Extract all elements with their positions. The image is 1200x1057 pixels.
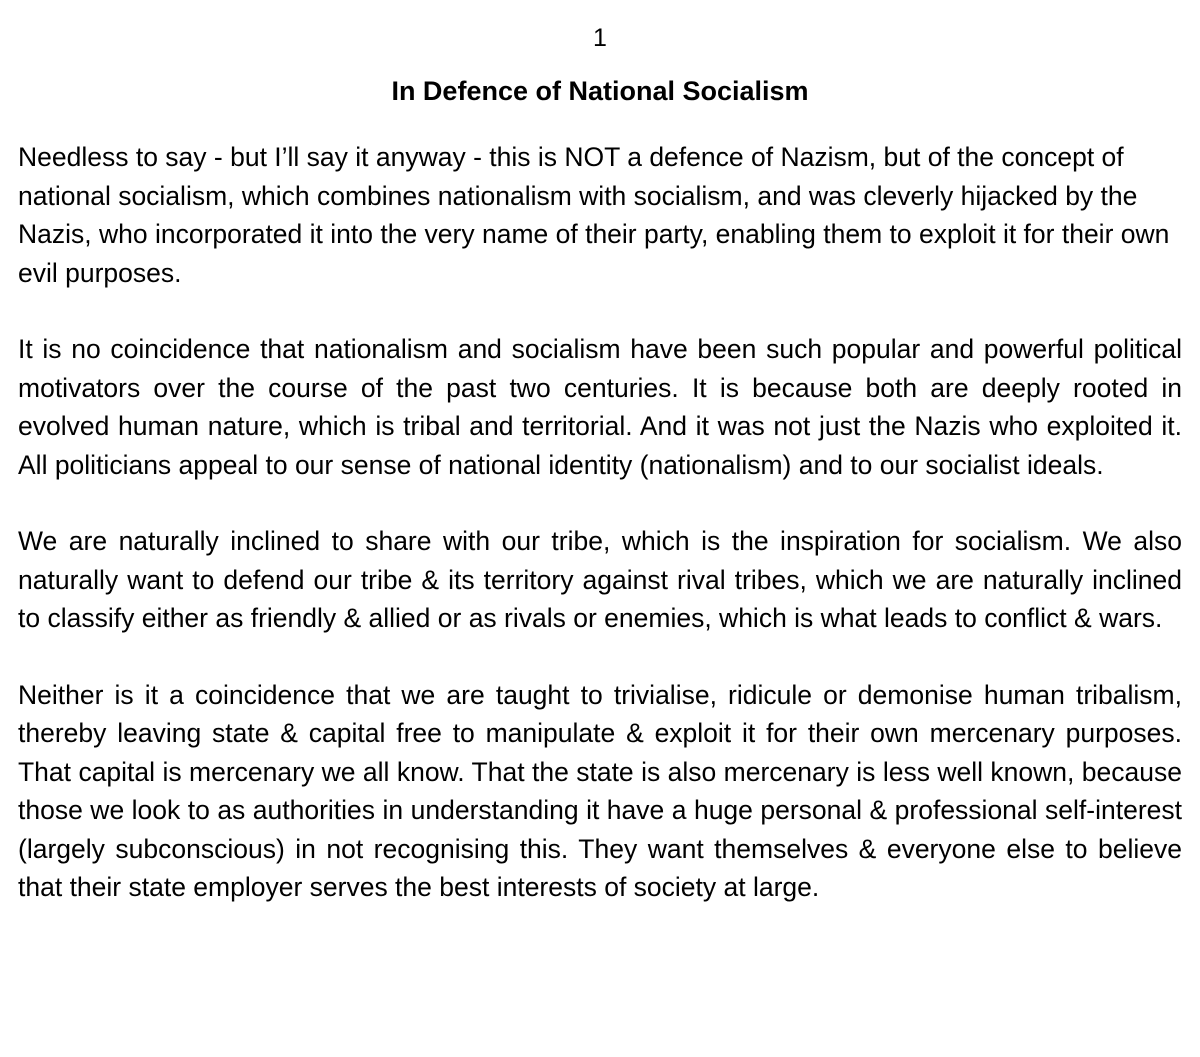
document-title: In Defence of National Socialism [391, 76, 809, 106]
paragraph-2: It is no coincidence that nationalism and socialism have been such popular and powerful political motivators over the course of the past two centuries. It is because both are deeply rooted in evolved human nature, which is tribal and territorial. And it was not just the Nazis who exploited it. All politicians appeal to our sense of national identity (nationalism) and to our socialist ideals. [18, 334, 1182, 480]
paragraph-4: Neither is it a coincidence that we are taught to trivialise, ridicule or demonise human tribalism, thereby leaving state & capital free to manipulate & exploit it for their own mercenary purposes. That capital is mercenary we all know. That the state is also mercenary is less well known, because those we look to as authorities in understanding it have a huge personal & professional self-interest (largely subconscious) in not recognising this. They want themselves & everyone else to believe that their state employer serves the best interests of society at large. [18, 679, 1182, 902]
paragraph-3: We are naturally inclined to share with our tribe, which is the inspiration for socialism. We also naturally want to defend our tribe & its territory against rival tribes, which we are naturally inclined to classify either as friendly & allied or as rivals or enemies, which is what leads to conflict & wars. [18, 526, 1182, 633]
page-number: 1 [593, 24, 607, 52]
paragraph-1: Needless to say - but I’ll say it anyway - this is NOT a defence of Nazism, but of the concept of national socialism, which combines nationalism with socialism, and was cleverly hijacked by the Nazis, who incorporated it into the very name of their party, enabling them to exploit it for their own evil purposes. [18, 142, 1170, 288]
document-page [18, 22, 1182, 907]
